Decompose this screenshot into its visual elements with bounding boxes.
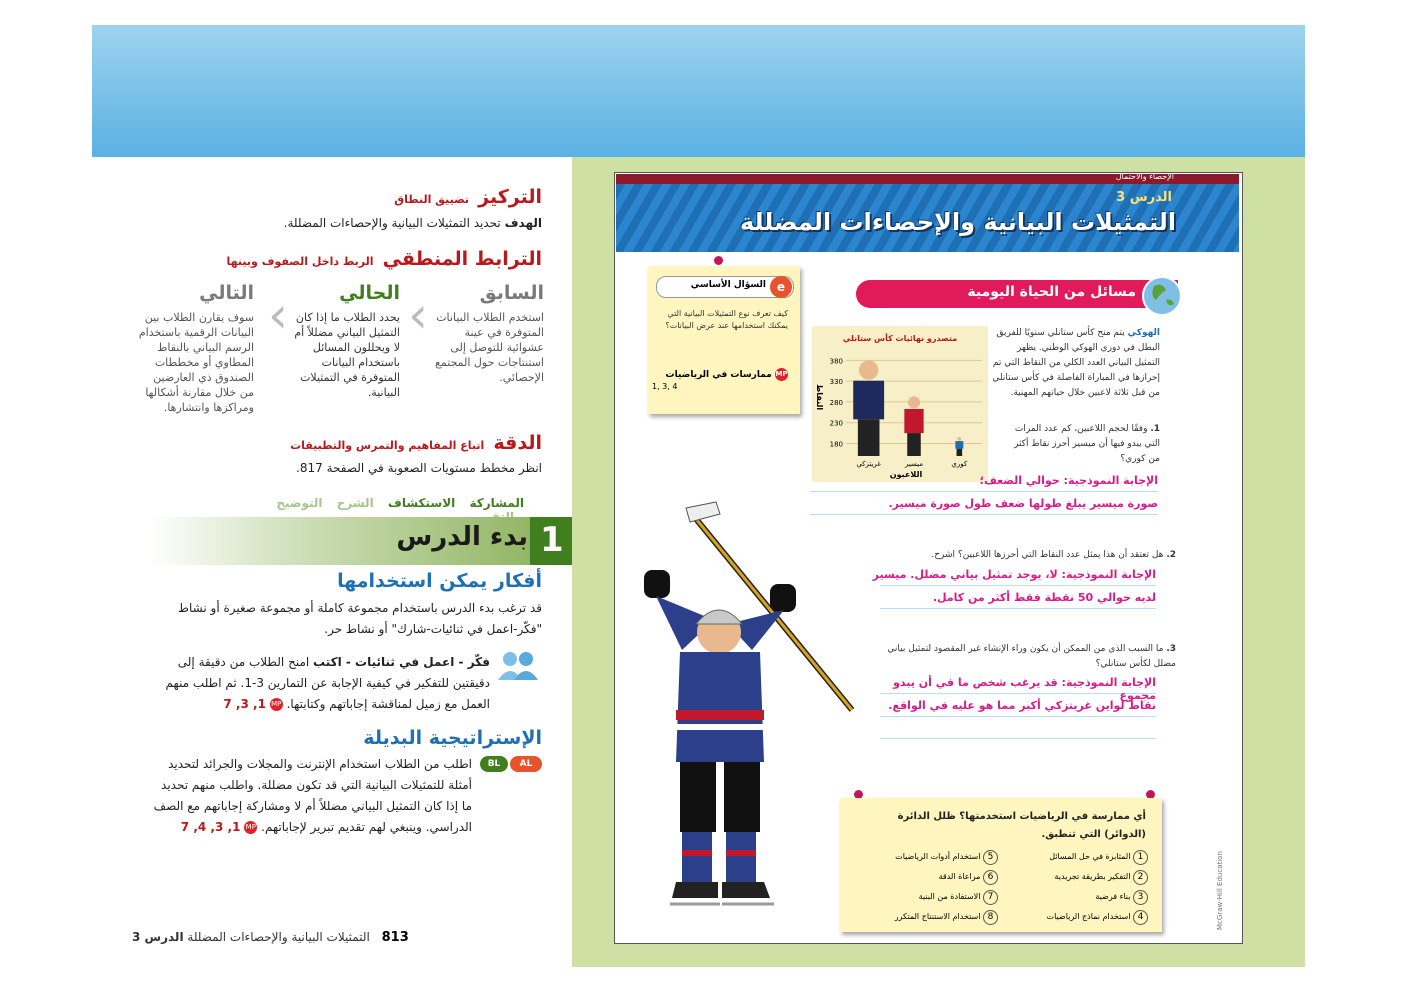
next-heading: التالي [199,282,254,304]
practice-item[interactable]: 4 استخدام نماذج الرياضيات [1002,910,1148,925]
real-world-title: مسائل من الحياة اليومية [967,284,1136,300]
chart-y-ticks [830,357,843,448]
lesson-title: التمثيلات البيانية والإحصاءات المضللة [739,208,1176,236]
chart-y-tick-label: 380 [829,357,843,366]
question-1 [1000,422,1160,467]
answer-1-line-2: صورة ميسير يبلغ طولها ضعف طول صورة ميسير. [888,497,1158,510]
answer-2-line-2: لديه حوالي 50 نقطة فقط أكثر من كامل. [932,591,1156,604]
essential-practice-label: ممارسات في الرياضيات [665,370,772,380]
think-refs: 1, 3, 7 [223,697,266,711]
chart-x-ticks [856,460,968,468]
question-2-text: هل تعتقد أن هذا يمثل عدد النقاط التي أحرزها اللاعبين؟ اشرح. [931,550,1164,560]
answer-3-line-1: الإجابة النموذجية: قد يرغب شخص ما في أن يبدو مجموع [893,676,1156,702]
chart-bar-player-figure [904,396,923,456]
essential-practice-refs: 1, 3, 4 [652,382,678,391]
rigor-text: انظر مخطط مستويات الصعوبة في الصفحة 817. [296,461,542,475]
answer-3-line-2: نقاط لواين غريتزكي أكبر مما هو عليه في الواقع. [888,699,1156,712]
ideas-text: قد ترغب بدء الدرس باستخدام مجموعة كاملة أو مجموعة صغيرة أو نشاط "فكّر-اعمل في ثنائيات-شارك" أو نشاط حر. [177,601,542,636]
practice-item[interactable]: 1 المثابرة في حل المسائل [1002,850,1148,865]
coherence-current [288,282,400,400]
chapter-tag: الإحصاء والاحتمال [1115,172,1174,181]
answer-2-line-1: الإجابة النموذجية: لا، يوجد تمثيل بياني مضلل. ميسير [872,568,1156,581]
launch-title: بدء الدرس [396,522,528,552]
question-3 [870,642,1176,672]
rigor-title: الدقة [493,432,542,454]
pair-students-icon [496,650,540,680]
chart-title: متصدرو نهائيات كأس ستانلي [842,334,958,343]
real-world-text: يتم منح كأس ستانلي سنويًا للفريق البطل في دوري الهوكي الوطني. يظهر التمثيل البياني العدد الكلي من النقاط التي تم إحرازها في المباراة الفاصلة في كأس ستانلي من قبل ثلاثة لاعبين خلال حياتهم المهنية. [992,328,1160,398]
essential-practices [660,368,788,381]
question-3-number: 3. [1166,644,1176,654]
real-world-lead: الهوكي [1127,328,1160,338]
math-practice-icon: MP [244,821,257,834]
coherence-subtitle: الربط داخل الصفوف وبينها [226,255,374,268]
next-text: سوف يقارن الطلاب بين البيانات الرقمية باستخدام الرسم البياني بالنقاط المطاوي أو مخططات الصندوق ذي العارضين من خلال مقارنة أشكالها ومراكزها وانتشارها. [138,311,254,414]
current-heading: الحالي [339,282,400,304]
coherence-section [150,248,542,270]
practice-item[interactable]: 7 الاستفادة من البنية [854,890,998,905]
launch-number: 1 [540,520,564,560]
answer-line [880,585,1156,586]
practice-item[interactable]: 5 استخدام أدوات الرياضيات [854,850,998,865]
chart-y-tick-label: 330 [829,378,843,387]
stanley-cup-chart [812,344,988,482]
badge-bl: BL [480,756,508,772]
alt-text [150,754,472,838]
essential-question: كيف تعرف نوع التمثيلات البيانية التي يمكنك استخدامها عند عرض البيانات؟ [665,309,788,330]
chevron-left-icon: ‹ [268,286,288,344]
question-2 [860,550,1176,560]
page-footer [132,930,422,945]
alt-refs: 1, 3, 4, 7 [180,820,241,834]
goal-label: الهدف [504,216,542,230]
chart-xlabel: اللاعبون [889,470,923,479]
answer-1-line-1: الإجابة النموذجية: حوالي الضعف؛ [979,474,1158,487]
footer-lesson: الدرس 3 [132,930,184,944]
answer-line [810,491,1158,492]
chevron-left-icon: ‹ [408,286,428,344]
page-number: 813 [381,930,409,945]
answer-line [880,608,1156,609]
chart-y-tick-label: 230 [829,419,843,428]
answer-line [880,738,1156,739]
question-3-text: ما السبب الذي من الممكن أن يكون وراء الإنشاء غير المقصود لتمثيل بياني مضلل لكأس ستانلي؟ [887,644,1176,669]
chart-bar-player-figure [853,360,884,456]
focus-section [150,186,542,208]
chart-x-tick-label: ميسير [904,460,924,468]
rigor-section [150,432,542,454]
lesson-label: الدرس 3 [1116,190,1172,205]
globe-icon [1142,276,1182,316]
goal-text: تحديد التمثيلات البيانية والإحصاءات المضللة. [283,216,501,230]
think-lead: فكّر - اعمل في ثنائيات - اكتب [313,655,490,669]
alt-title: الإستراتيجية البديلة [363,727,542,749]
coherence-previous [426,282,544,385]
step-explore: الاستكشاف [387,496,456,510]
hockey-player-illustration [624,500,864,930]
essential-e-icon: e [770,276,792,298]
previous-text: استخدم الطلاب البيانات المتوفرة في عينة عشوائية للتوصل إلى استنتاجات حول المجتمع الإحصائي. [435,311,544,384]
previous-heading: السابق [479,282,544,304]
pushpin-icon [714,256,723,265]
rigor-subtitle: اتباع المفاهيم والتمرس والتطبيقات [290,439,485,452]
chart-ylabel: النقاط [815,384,824,411]
chart-bar-player-figure [955,437,963,456]
footer-title: التمثيلات البيانية والإحصاءات المضللة [187,930,370,944]
focus-title: التركيز [478,186,542,208]
step-elaborate: التوضيح [276,496,323,510]
coherence-next [136,282,254,415]
ideas-title: أفكار يمكن استخدامها [337,570,542,592]
goal-line [150,213,542,234]
practices-title: أي ممارسة في الرياضيات استخدمتها؟ ظلل الدائرة (الدوائر) التي تنطبق. [897,811,1146,840]
chart-x-tick-label: كوري [951,460,968,468]
question-2-number: 2. [1166,550,1176,560]
focus-subtitle: تضييق النطاق [394,193,470,206]
question-1-number: 1. [1150,424,1160,434]
think-pair-text [150,652,490,715]
practice-item[interactable]: 6 مراعاة الدقة [854,870,998,885]
chart-y-tick-label: 280 [829,398,843,407]
chart-bars [853,360,963,456]
practice-item[interactable]: 2 التفكير بطريقة تجريدية [1002,870,1148,885]
step-explain: الشرح [336,496,374,510]
math-practice-icon: MP [270,698,283,711]
think-body: امنح الطلاب من دقيقة إلى دقيقتين للتفكير في كيفية الإجابة عن التمارين 3-1. ثم اطلب منهم العمل مع زميل لمناقشة إجاباتهم وكتابتها. [165,655,490,711]
answer-line [880,716,1156,717]
practice-item[interactable]: 3 بناء فرضية [1002,890,1148,905]
top-banner [92,25,1305,157]
essential-label: السؤال الأساسي [690,280,766,290]
current-text: يحدد الطلاب ما إذا كان التمثيل البياني مضللاً أم لا ويحللون المسائل باستخدام البيانات المتوفرة في التمثيلات البيانية. [294,311,400,399]
question-1-text: وفقًا لحجم اللاعبين، كم عدد المرات التي يبدو فيها أن ميسير أحرز نقاط أكثر من كوري؟ [1013,424,1160,464]
chart-y-tick-label: 180 [829,440,843,449]
practice-item[interactable]: 8 استخدام الاستنتاج المتكرر [854,910,998,925]
alt-body: اطلب من الطلاب استخدام الإنترنت والمجلات والجرائد لتحديد أمثلة للتمثيلات البيانية التي قد تكون مضللة. واطلب منهم تحديد ما إذا كان التمثيل البياني مضللاً أم لا ومشاركة إجاباتهم مع الصف الدراسي. وينبغي لهم تقديم تبرير لإجاباتهم. [153,757,472,834]
badge-al: AL [510,756,542,772]
step-engage: المشاركة [469,496,524,510]
copyright-credit: McGraw-Hill Education [1216,851,1224,930]
chart-x-tick-label: غريتزكي [856,460,881,468]
real-world-intro [992,326,1160,401]
math-practice-icon: MP [775,368,788,381]
coherence-title: الترابط المنطقي [382,248,542,270]
